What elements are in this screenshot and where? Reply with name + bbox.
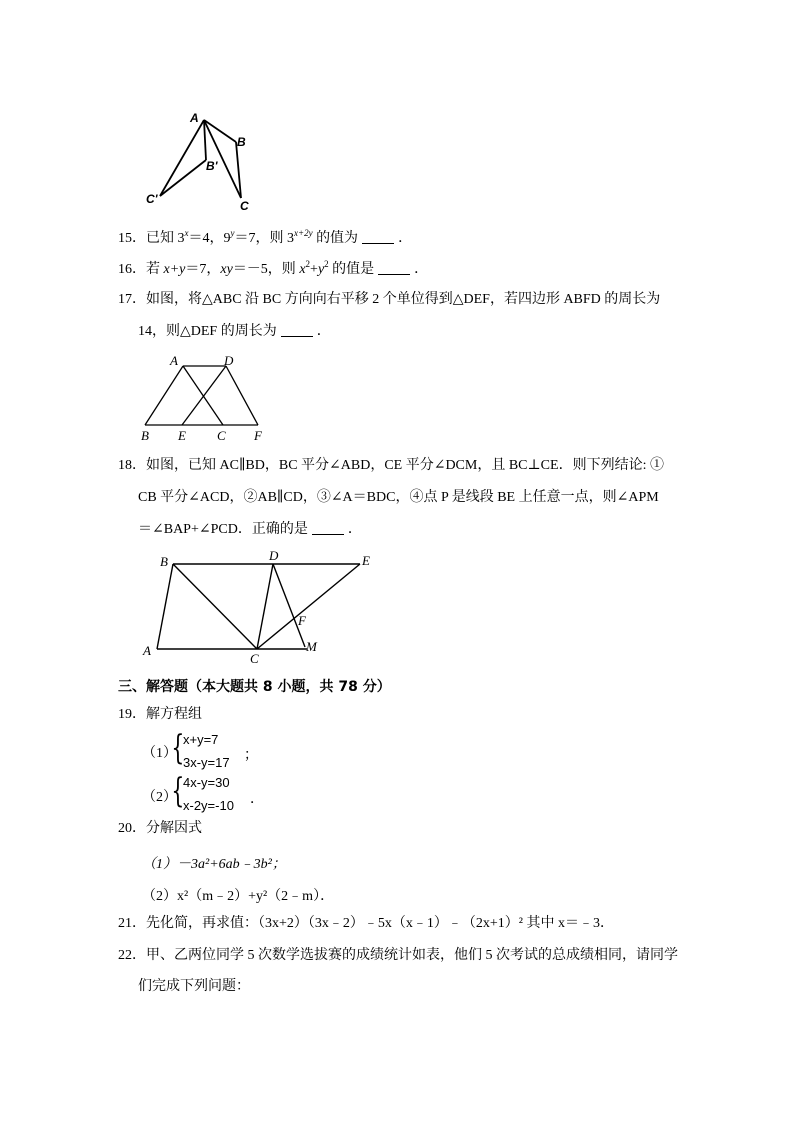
q16-text-d: 的值是 xyxy=(328,262,375,277)
q19-part1-eq2: 3x-y=17 xyxy=(183,755,230,770)
q22-line2: 们完成下列问题： xyxy=(138,979,250,994)
q18-line2: CB 平分∠ACD，②AB∥CD，③∠A＝BDC，④点 P 是线段 BE 上任意一点，则∠APM xyxy=(138,490,659,505)
q15-text-b: ＝4，9 xyxy=(188,231,231,246)
q16-y: y xyxy=(317,262,325,277)
q19-number: 19． xyxy=(118,707,146,722)
q15-sup-x: x xyxy=(184,228,189,238)
q16-text-a: 若 xyxy=(146,262,164,277)
q16-end: ． xyxy=(414,262,429,277)
label-B: B xyxy=(160,554,168,569)
label-B-prime: B' xyxy=(206,159,218,173)
label-A: A xyxy=(143,643,151,658)
q16-text-b: ＝7， xyxy=(185,262,221,277)
q16-xy1: x+y xyxy=(163,262,186,277)
q21-number: 21． xyxy=(118,916,146,931)
label-A: A xyxy=(170,353,178,368)
q16-number: 16． xyxy=(118,262,146,277)
label-D: D xyxy=(269,548,279,563)
label-C-prime: C' xyxy=(146,192,158,206)
q15-answer-blank[interactable] xyxy=(362,231,394,244)
q15-sup-exp: x+2y xyxy=(294,228,313,238)
q22-number: 22． xyxy=(118,948,146,963)
label-B: B xyxy=(141,428,149,443)
q17-number: 17． xyxy=(118,292,146,307)
question-22-line2 xyxy=(138,980,250,994)
q19-part1-end: ； xyxy=(244,748,258,763)
q20-part2: （2）x²（m﹣2）+y²（2﹣m）． xyxy=(142,889,335,904)
q15-text-a: 已知 3 xyxy=(146,231,185,246)
q19-part2-eq1: 4x-y=30 xyxy=(183,775,230,790)
q19-part2-eq2: x-2y=-10 xyxy=(183,798,234,813)
q22-line1: 甲、乙两位同学 5 次数学选拔赛的成绩统计如表，他们 5 次考试的总成绩相同，请同学 xyxy=(146,948,678,963)
q18-number: 18． xyxy=(118,458,146,473)
q15-end: ． xyxy=(398,231,413,246)
label-E: E xyxy=(362,553,370,568)
q19-part2-end: ． xyxy=(250,792,264,807)
q18-line1: 如图，已知 AC∥BD，BC 平分∠ABD，CE 平分∠DCM，且 BC⊥CE．则下列结论: ① xyxy=(146,458,664,473)
label-A: A xyxy=(190,111,199,125)
question-20 xyxy=(118,822,202,836)
q16-answer-blank[interactable] xyxy=(378,262,410,275)
q16-sup2a: 2 xyxy=(305,259,311,269)
figure-parallel-lines xyxy=(140,545,380,667)
q18-end: ． xyxy=(347,522,362,537)
section-heading: 三、解答题（本大题共 8 小题，共 78 分） xyxy=(118,679,391,695)
q18-line3: ＝∠BAP+∠PCD．正确的是 xyxy=(138,522,308,537)
label-F: F xyxy=(254,428,262,443)
q17-answer-blank[interactable] xyxy=(281,324,313,337)
q15-text-c: ＝7，则 3 xyxy=(234,231,294,246)
label-C: C xyxy=(240,199,249,213)
figure-translation xyxy=(136,352,276,444)
label-D: D xyxy=(224,353,234,368)
question-18-line3 xyxy=(138,522,362,537)
q17-line2: 14，则△DEF 的周长为 xyxy=(138,324,277,339)
q16-xy2: xy xyxy=(220,262,233,277)
q19-part2-brace: { xyxy=(171,771,185,811)
q19-part1-brace: { xyxy=(171,728,185,768)
q16-plus: + xyxy=(310,262,318,277)
q15-sup-y: y xyxy=(230,228,235,238)
q19-part2-label: （2） xyxy=(142,790,177,805)
q16-text-c: ＝－5，则 xyxy=(232,262,300,277)
question-19 xyxy=(118,708,202,722)
q16-sup2b: 2 xyxy=(324,259,329,269)
question-16 xyxy=(118,259,429,277)
label-E: E xyxy=(178,428,186,443)
q19-part1-eq1: x+y=7 xyxy=(183,732,219,747)
q15-text-d: 的值为 xyxy=(312,231,359,246)
figure-rotation xyxy=(140,100,270,215)
q18-answer-blank[interactable] xyxy=(312,522,344,535)
q21-text: 先化简，再求值：（3x+2）（3x﹣2）﹣5x（x﹣1）﹣（2x+1）² 其中 x＝﹣3． xyxy=(146,916,614,931)
q20-title: 分解因式 xyxy=(146,821,202,836)
q19-part1-label: （1） xyxy=(142,746,177,761)
question-22 xyxy=(118,949,678,963)
label-C: C xyxy=(250,651,259,666)
label-C: C xyxy=(217,428,226,443)
q17-end: ． xyxy=(316,324,331,339)
q19-title: 解方程组 xyxy=(146,707,202,722)
q20-number: 20． xyxy=(118,821,146,836)
q16-x: x xyxy=(299,262,306,277)
question-21 xyxy=(118,917,614,931)
label-F: F xyxy=(298,613,306,628)
question-17 xyxy=(118,293,660,307)
question-17-line2 xyxy=(138,324,331,339)
question-15 xyxy=(118,228,413,246)
q15-number: 15． xyxy=(118,231,146,246)
label-M: M xyxy=(306,639,317,654)
label-B: B xyxy=(237,135,246,149)
question-18-line2 xyxy=(138,491,659,505)
q17-line1: 如图，将△ABC 沿 BC 方向向右平移 2 个单位得到△DEF，若四边形 ABFD 的周长为 xyxy=(146,292,661,307)
question-18 xyxy=(118,459,664,473)
q20-part1: （1）－3a²+6ab﹣3b²； xyxy=(142,857,286,872)
